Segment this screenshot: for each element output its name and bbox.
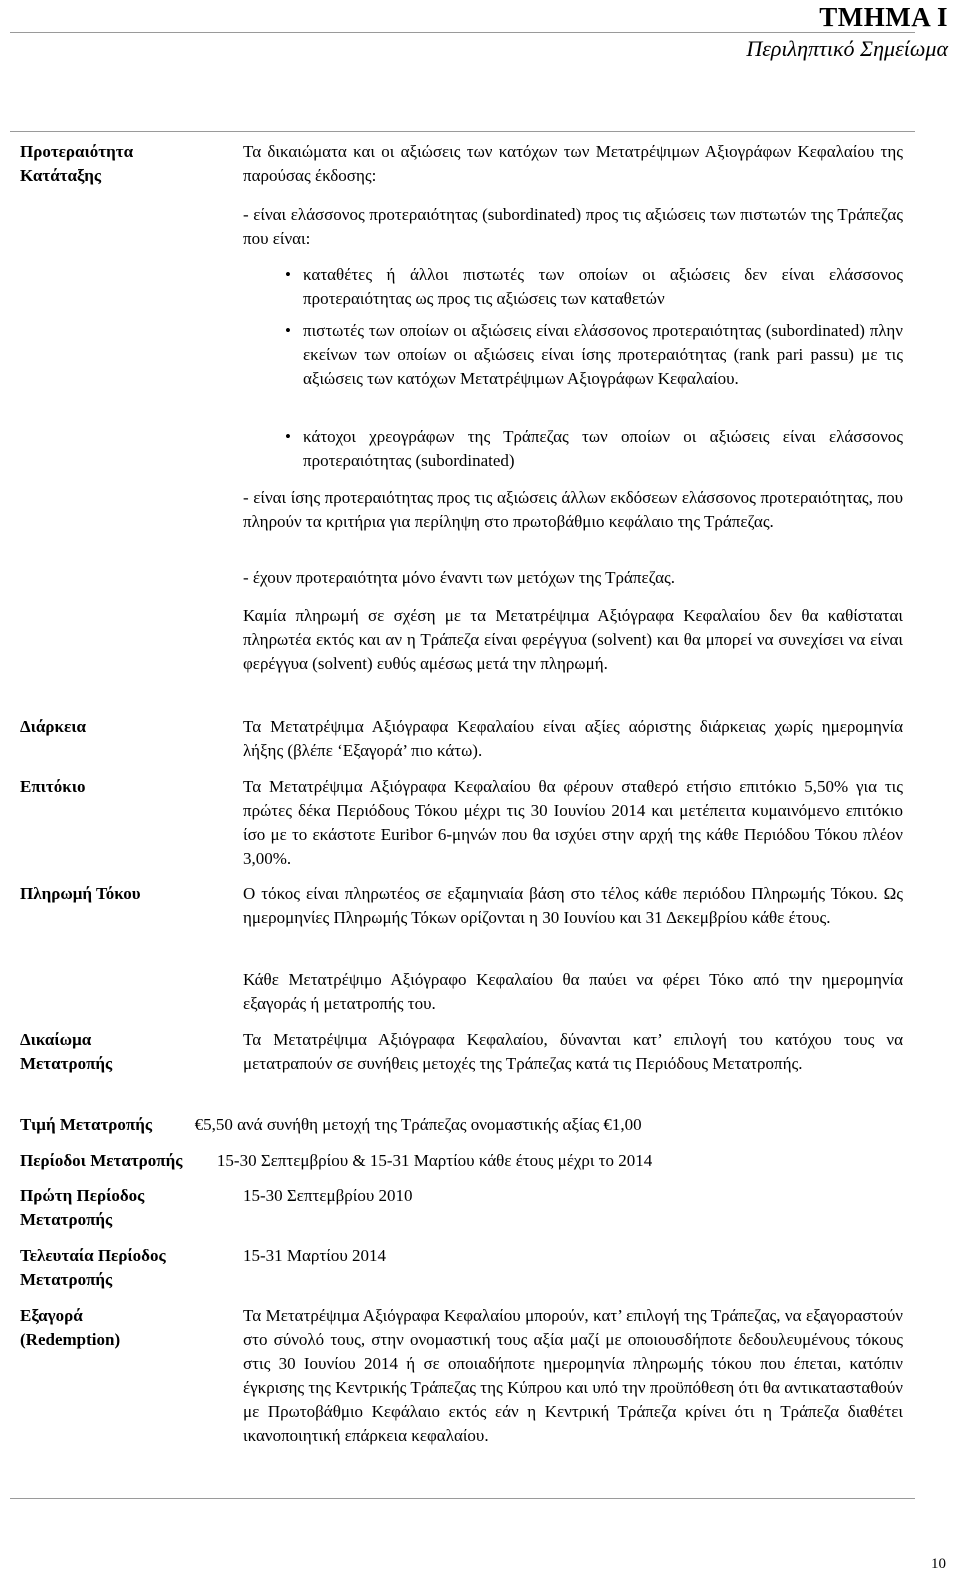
payment-text-1: Ο τόκος είναι πληρωτέος σε εξαμηνιαία βάση στο τέλος κάθε περιόδου Πληρωμής Τόκου. Ως ημερομηνίες Πληρωμής Τόκων ορίζονται η 30 Ιουνίου και 31 Δεκεμβρίου κάθε έτους.	[243, 884, 903, 927]
section-subtitle: Περιληπτικό Σημείωμα	[746, 36, 948, 61]
label-first-period: Πρώτη Περίοδος Μετατροπής	[20, 1186, 145, 1229]
label-priority: Προτεραιότητα Κατάταξης	[20, 142, 134, 185]
duration-text: Τα Μετατρέψιμα Αξιόγραφα Κεφαλαίου είναι αξίες αόριστης διάρκειας χωρίς ημερομηνία λήξης (βλέπε ‘Εξαγορά’ πιο κάτω).	[243, 717, 903, 760]
priority-dash-1: - είναι ελάσσονος προτεραιότητας (subordinated) προς τις αξιώσεις των πιστωτών της Τράπεζας που είναι:	[243, 205, 903, 248]
label-last-period: Τελευταία Περίοδος Μετατροπής	[20, 1246, 166, 1289]
bullet-text: κάτοχοι χρεογράφων της Τράπεζας των οποίων οι αξιώσεις είναι ελάσσονος προτεραιότητας (subordinated)	[303, 427, 903, 470]
conversion-price-row	[20, 1113, 642, 1137]
conversion-right-text: Τα Μετατρέψιμα Αξιόγραφα Κεφαλαίου, δύνανται κατ’ επιλογή του κατόχου τους να μετατραπούν σε συνήθεις μετοχές της Τράπεζας κατά τις Περιόδους Μετατροπής.	[243, 1030, 903, 1073]
label-duration: Διάρκεια	[20, 717, 86, 736]
header-rule	[10, 32, 915, 33]
label-redemption: Εξαγορά (Redemption)	[20, 1306, 121, 1349]
redemption-text: Τα Μετατρέψιμα Αξιόγραφα Κεφαλαίου μπορούν, κατ’ επιλογή της Τράπεζας, να εξαγοραστούν στο σύνολό τους, στην ονομαστική τους αξία μαζί με οποιουσδήποτε δεδουλευμένους τόκους στις 30 Ιουνίου 2014 ή σε οποιαδήποτε ημερομηνία πληρωμής τόκου που έπεται, κατόπιν έγκρισης της Κεντρικής Τράπεζας της Κύπρου και υπό την προϋπόθεση ότι θα αντικατασταθούν με Πρωτοβάθμιο Κεφάλαιο εκτός εάν η Κεντρική Τράπεζα κρίνει ότι η Τράπεζα διαθέτει ικανοποιητική επάρκεια κεφαλαίου.	[243, 1306, 903, 1445]
label-conversion-right: Δικαίωμα Μετατροπής	[20, 1030, 113, 1073]
bullet-icon: •	[285, 427, 291, 446]
bullet-text: καταθέτες ή άλλοι πιστωτές των οποίων οι αξιώσεις δεν είναι ελάσσονος προτεραιότητας ως προς τις αξιώσεις των καταθετών	[303, 265, 903, 308]
priority-closing: Καμία πληρωμή σε σχέση με τα Μετατρέψιμα Αξιόγραφα Κεφαλαίου δεν θα καθίσταται πληρωτέα εκτός και αν η Τράπεζα είναι φερέγγυα (solvent) και θα μπορεί να συνεχίσει να είναι φερέγγυα (solvent) ευθύς αμέσως μετά την πληρωμή.	[243, 606, 903, 673]
first-period-text: 15-30 Σεπτεμβρίου 2010	[243, 1186, 413, 1205]
priority-intro: Τα δικαιώματα και οι αξιώσεις των κατόχων των Μετατρέψιμων Αξιογράφων Κεφαλαίου της παρούσας έκδοσης:	[243, 142, 903, 185]
section-title: ΤΜΗΜΑ Ι	[819, 2, 948, 32]
priority-dash-2: - είναι ίσης προτεραιότητας προς τις αξιώσεις άλλων εκδόσεων ελάσσονος προτεραιότητας, που πληρούν τα κριτήρια για περίληψη στο πρωτοβάθμιο κεφάλαιο της Τράπεζας.	[243, 488, 903, 531]
payment-text-2: Κάθε Μετατρέψιμο Αξιόγραφο Κεφαλαίου θα παύει να φέρει Τόκο από την ημερομηνία εξαγοράς ή μετατροπής του.	[243, 970, 903, 1013]
priority-bullet-3	[285, 425, 903, 473]
bullet-icon: •	[285, 321, 291, 340]
bullet-text: πιστωτές των οποίων οι αξιώσεις είναι ελάσσονος προτεραιότητας (subordinated) πλην εκείνων των οποίων οι αξιώσεις είναι ίσης προτεραιότητας (rank pari passu) με τις αξιώσεις των κατόχων Μετατρέψιμων Αξιογράφων Κεφαλαίου.	[303, 321, 903, 388]
priority-bullet-1	[285, 263, 903, 311]
priority-bullet-2	[285, 319, 903, 391]
label-conversion-price: Τιμή Μετατροπής	[20, 1115, 153, 1134]
label-conversion-periods: Περίοδοι Μετατροπής	[20, 1151, 183, 1170]
label-interest: Επιτόκιο	[20, 777, 86, 796]
page-number: 10	[931, 1556, 946, 1572]
interest-text: Τα Μετατρέψιμα Αξιόγραφα Κεφαλαίου θα φέρουν σταθερό ετήσιο επιτόκιο 5,50% για τις πρώτες δέκα Περιόδους Τόκου μέχρι τις 30 Ιουνίου 2014 και μετέπειτα κυμαινόμενο επιτόκιο ίσο με το εκάστοτε Euribor 6-μηνών που θα ισχύει στην αρχή της κάθε Περιόδου Τόκου πλέον 3,00%.	[243, 777, 903, 868]
conversion-periods-row	[20, 1149, 652, 1173]
label-interest-payment: Πληρωμή Τόκου	[20, 884, 141, 903]
conversion-periods-text: 15-30 Σεπτεμβρίου & 15-31 Μαρτίου κάθε έτους μέχρι το 2014	[216, 1151, 653, 1170]
bullet-icon: •	[285, 265, 291, 284]
priority-dash-3: - έχουν προτεραιότητα μόνο έναντι των μετόχων της Τράπεζας.	[243, 568, 675, 587]
conversion-price-text: €5,50 ανά συνήθη μετοχή της Τράπεζας ονομαστικής αξίας €1,00	[194, 1115, 642, 1134]
table-bottom-rule	[10, 1498, 915, 1499]
table-top-rule	[10, 131, 915, 132]
last-period-text: 15-31 Μαρτίου 2014	[243, 1246, 386, 1265]
